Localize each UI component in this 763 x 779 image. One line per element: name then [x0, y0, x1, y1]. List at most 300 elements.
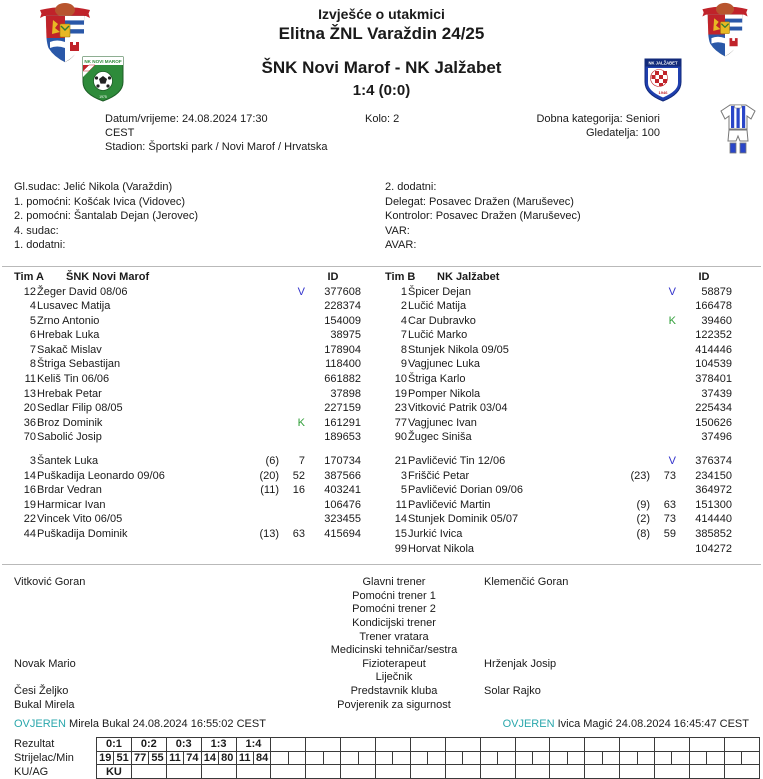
minute-cell: 84 — [253, 751, 270, 765]
player-row-starter — [385, 430, 732, 445]
player-name: Horvat Nikola — [408, 542, 475, 555]
minute-cell — [428, 751, 445, 765]
player-id: 38975 — [330, 329, 361, 342]
player-sub-ref — [245, 416, 279, 431]
team-name: ŠNK Novi Marof — [66, 270, 150, 283]
player-mark — [650, 483, 676, 498]
player-id: 415694 — [324, 528, 361, 540]
starters-subs-divider — [385, 445, 732, 454]
score-row-label: Rezultat — [14, 738, 55, 751]
player-id: 225434 — [695, 402, 732, 415]
player-id: 161291 — [324, 416, 361, 429]
staff-role-label: Pomoćni trener 2 — [352, 603, 436, 616]
player-row-substitute — [14, 483, 361, 498]
kuag-cell: KU — [97, 765, 132, 779]
player-number: 21 — [394, 455, 407, 468]
match-title: ŠNK Novi Marof - NK Jalžabet — [261, 58, 502, 77]
staff-name-team-b: Hrženjak Josip — [484, 657, 557, 670]
player-name: Zrno Antonio — [37, 314, 100, 327]
team-name: NK Jalžabet — [437, 270, 500, 283]
staff-row — [14, 631, 763, 645]
player-sub-ref — [245, 387, 279, 402]
result-cell — [724, 738, 759, 752]
substituted-player-ref: (2) — [636, 513, 650, 526]
player-id: 189653 — [324, 431, 361, 444]
result-cell: 0:2 — [131, 738, 166, 752]
result-cell: 1:3 — [201, 738, 236, 752]
substituted-player-ref — [616, 542, 650, 557]
age-category: Dobna kategorija: Seniori — [536, 113, 660, 125]
minute-cell — [532, 751, 549, 765]
player-name: Sakač Mislav — [37, 343, 102, 356]
player-name: Brdar Vedran — [37, 484, 102, 497]
player-mark — [650, 542, 676, 557]
minute-cell — [498, 751, 515, 765]
staff-row — [14, 617, 763, 631]
player-row-starter — [14, 314, 361, 329]
staff-name-team-b — [484, 631, 763, 645]
player-row-substitute — [14, 498, 361, 513]
minute-cell — [707, 751, 724, 765]
player-name: Jurkić Ivica — [408, 528, 463, 540]
player-id: 661882 — [324, 373, 361, 386]
score-timeline-table — [96, 737, 760, 779]
staff-role-label: Fizioterapeut — [362, 657, 426, 670]
result-cell — [410, 738, 445, 752]
svg-text:NK NOVI MAROF: NK NOVI MAROF — [84, 59, 122, 64]
player-name: Štriga Sebastijan — [37, 358, 121, 371]
scorer-cell — [271, 751, 288, 765]
team-label: Tim A — [14, 270, 44, 283]
player-number: 5 — [400, 484, 407, 497]
player-number: 20 — [23, 402, 36, 415]
player-id: 122352 — [695, 329, 732, 342]
substituted-player-ref — [245, 498, 279, 513]
stadium-line: Stadion: Športski park / Novi Marof / Hrvatska — [105, 141, 328, 153]
scorer-cell: 11 — [236, 751, 253, 765]
starters-subs-divider — [14, 445, 361, 454]
player-name: Car Dubravko — [408, 314, 476, 327]
attendance: Gledatelja: 100 — [586, 127, 660, 139]
player-sub-ref — [245, 357, 279, 372]
player-mark — [650, 401, 676, 416]
player-id: 378401 — [695, 373, 732, 386]
staff-role-label: Pomoćni trener 1 — [352, 589, 436, 602]
player-name: Pavličević Tin 12/06 — [408, 455, 506, 468]
player-number: 99 — [394, 542, 407, 555]
staff-name-team-a: Novak Mario — [14, 657, 76, 670]
player-row-starter — [385, 357, 732, 372]
result-cell — [689, 738, 724, 752]
player-id: 170734 — [324, 455, 361, 468]
minute-cell — [602, 751, 619, 765]
player-row-starter — [385, 343, 732, 358]
player-number: 11 — [395, 498, 407, 511]
result-row — [97, 738, 760, 752]
score-row-labels — [14, 737, 96, 779]
minute-cell — [393, 751, 410, 765]
report-header — [0, 0, 763, 110]
player-sub-ref — [245, 372, 279, 387]
player-id: 228374 — [324, 300, 361, 313]
substituted-player-ref — [616, 454, 650, 469]
team-label: Tim B — [385, 270, 416, 283]
scorer-cell — [341, 751, 358, 765]
player-mark — [279, 357, 305, 372]
player-row-starter — [385, 285, 732, 300]
player-number: 6 — [29, 329, 36, 342]
player-id: 403241 — [324, 484, 361, 497]
result-cell — [341, 738, 376, 752]
certification-row — [14, 717, 749, 731]
player-number: 12 — [23, 285, 36, 298]
player-number: 10 — [394, 373, 407, 386]
staff-row — [14, 644, 763, 658]
player-mark — [279, 372, 305, 387]
player-row-starter — [385, 387, 732, 402]
player-row-substitute — [14, 527, 361, 542]
scorer-cell — [306, 751, 323, 765]
minute-cell: 51 — [114, 751, 131, 765]
player-name: Hrebak Luka — [37, 329, 100, 342]
player-mark — [279, 430, 305, 445]
player-row-starter — [385, 416, 732, 431]
staff-role-label: Medicinski tehničar/sestra — [330, 644, 458, 657]
certified-by-right: Ivica Magić 24.08.2024 16:45:47 CEST — [557, 718, 749, 731]
player-row-starter — [385, 401, 732, 416]
player-number: 14 — [23, 469, 36, 482]
staff-name-team-b — [484, 644, 763, 658]
player-name: Lučić Matija — [408, 300, 467, 313]
player-row-starter — [14, 285, 361, 300]
separator-top — [2, 266, 761, 267]
player-id: 58879 — [701, 285, 732, 298]
player-name: Harmicar Ivan — [37, 498, 106, 511]
player-name: Pavličević Martin — [408, 498, 491, 511]
staff-role-label: Trener vratara — [359, 630, 429, 643]
scorer-min-row — [97, 751, 760, 765]
staff-name-team-a — [14, 671, 304, 685]
result-cell — [480, 738, 515, 752]
player-id: 37496 — [701, 431, 732, 444]
player-sub-ref — [616, 430, 650, 445]
player-mark — [279, 299, 305, 314]
player-name: Štriga Karlo — [408, 373, 466, 386]
player-number: 8 — [400, 343, 407, 356]
player-row-starter — [385, 328, 732, 343]
player-mark: 59 — [663, 528, 676, 540]
player-id: 414440 — [695, 513, 732, 526]
staff-row — [14, 671, 763, 685]
id-column-header: ID — [698, 270, 710, 283]
player-id: 323455 — [324, 513, 361, 526]
player-id: 37898 — [330, 387, 361, 400]
player-id: 376374 — [695, 455, 732, 468]
player-id: 377608 — [324, 285, 361, 298]
player-mark: K — [297, 416, 305, 429]
staff-name-team-b: Solar Rajko — [484, 684, 541, 697]
county-crest-left-icon — [34, 2, 96, 64]
official-line: Kontrolor: Posavec Dražen (Maruševec) — [385, 210, 581, 222]
player-name: Vitković Patrik 03/04 — [408, 402, 508, 415]
player-row-starter — [385, 314, 732, 329]
player-name: Lučić Marko — [408, 329, 468, 342]
player-row-substitute — [385, 483, 732, 498]
player-id: 234150 — [695, 469, 732, 482]
player-name: Stunjek Dominik 05/07 — [408, 513, 519, 526]
player-sub-ref — [245, 328, 279, 343]
player-sub-ref — [245, 314, 279, 329]
player-row-starter — [14, 299, 361, 314]
player-mark — [279, 512, 305, 527]
staff-name-team-a — [14, 644, 304, 658]
team-b-roster — [371, 270, 742, 557]
player-number: 70 — [23, 431, 36, 444]
player-number: 19 — [394, 387, 407, 400]
player-sub-ref — [245, 343, 279, 358]
league-title: Elitna ŽNL Varaždin 24/25 — [278, 24, 485, 43]
player-mark — [279, 343, 305, 358]
player-mark — [650, 372, 676, 387]
result-cell — [515, 738, 550, 752]
player-id: 387566 — [324, 469, 361, 482]
scorer-cell — [724, 751, 741, 765]
player-id: 150626 — [695, 416, 732, 429]
player-id: 414446 — [695, 343, 732, 356]
officials-section — [14, 180, 763, 253]
player-name: Puškadija Leonardo 09/06 — [37, 469, 165, 482]
player-number: 11 — [24, 373, 36, 386]
certified-status-left: OVJEREN — [14, 718, 66, 731]
player-mark: K — [668, 314, 676, 327]
staff-row — [14, 658, 763, 672]
substituted-player-ref: (11) — [260, 484, 279, 497]
substituted-player-ref: (23) — [630, 469, 650, 482]
player-row-starter — [14, 430, 361, 445]
player-row-starter — [385, 372, 732, 387]
player-row-starter — [14, 357, 361, 372]
substituted-player-ref: (9) — [636, 498, 650, 511]
scorer-cell: 14 — [201, 751, 218, 765]
player-sub-ref — [245, 299, 279, 314]
player-number: 19 — [23, 498, 36, 511]
player-mark — [650, 387, 676, 402]
player-mark: V — [668, 455, 676, 468]
player-sub-ref — [245, 285, 279, 300]
player-mark: 63 — [292, 528, 305, 540]
player-row-substitute — [385, 469, 732, 484]
player-number: 4 — [400, 314, 407, 327]
staff-name-team-a — [14, 617, 304, 631]
officials-right-column — [385, 180, 755, 253]
staff-row — [14, 603, 763, 617]
scorer-cell — [550, 751, 567, 765]
scorer-cell — [410, 751, 427, 765]
player-sub-ref — [616, 314, 650, 329]
scorer-cell — [376, 751, 393, 765]
minute-cell — [288, 751, 305, 765]
official-line: 2. dodatni: — [385, 181, 437, 193]
player-id: 37439 — [701, 387, 732, 400]
staff-row — [14, 576, 763, 590]
player-number: 22 — [23, 513, 36, 526]
substituted-player-ref: (13) — [259, 528, 279, 540]
player-id: 178904 — [324, 343, 361, 356]
player-name: Žugec Siniša — [408, 431, 472, 444]
player-mark — [650, 299, 676, 314]
player-row-starter — [14, 328, 361, 343]
player-mark — [650, 357, 676, 372]
score-timeline-section — [14, 737, 763, 779]
player-id: 104272 — [695, 542, 732, 555]
player-sub-ref — [616, 416, 650, 431]
rosters-section — [0, 270, 763, 557]
player-mark: 52 — [292, 469, 305, 482]
player-name: Keliš Tin 06/06 — [37, 373, 110, 386]
staff-name-team-a: Vitković Goran — [14, 576, 86, 589]
player-sub-ref — [616, 357, 650, 372]
player-mark — [279, 498, 305, 513]
minute-cell — [358, 751, 375, 765]
player-sub-ref — [245, 430, 279, 445]
minute-cell — [637, 751, 654, 765]
player-mark — [650, 416, 676, 431]
staff-row — [14, 699, 763, 713]
player-row-substitute — [385, 512, 732, 527]
player-row-starter — [14, 401, 361, 416]
player-number: 5 — [29, 314, 36, 327]
player-row-substitute — [385, 454, 732, 469]
staff-name-team-a: Bukal Mirela — [14, 698, 75, 711]
player-name: Puškadija Dominik — [37, 528, 128, 540]
official-line: Delegat: Posavec Dražen (Maruševec) — [385, 195, 574, 208]
official-line: VAR: — [385, 224, 410, 237]
player-sub-ref — [616, 299, 650, 314]
club-b-logo-icon — [644, 58, 682, 102]
player-row-starter — [14, 387, 361, 402]
round-label: Kolo: 2 — [365, 113, 400, 125]
official-line: Gl.sudac: Jelić Nikola (Varaždin) — [14, 181, 173, 193]
scorer-cell — [689, 751, 706, 765]
player-mark: V — [668, 285, 676, 298]
player-mark: 73 — [663, 513, 676, 526]
player-sub-ref — [616, 285, 650, 300]
team-header — [385, 270, 732, 285]
certification-left — [14, 717, 266, 731]
player-number: 3 — [400, 469, 407, 482]
substituted-player-ref — [616, 483, 650, 498]
player-sub-ref — [616, 328, 650, 343]
datetime-line2: CEST — [105, 127, 135, 139]
category-attendance — [485, 112, 660, 154]
official-line: 2. pomoćni: Šantalab Dejan (Jerovec) — [14, 210, 199, 222]
certified-status-right: OVJEREN — [502, 718, 555, 731]
svg-text:1946: 1946 — [658, 90, 668, 95]
player-number: 23 — [394, 402, 407, 415]
player-name: Vagjunec Luka — [408, 358, 480, 371]
staff-row — [14, 590, 763, 604]
result-cell — [620, 738, 655, 752]
staff-role-label: Kondicijski trener — [352, 616, 436, 629]
staff-name-team-b — [484, 699, 763, 713]
player-row-substitute — [385, 527, 732, 542]
staff-name-team-b — [484, 603, 763, 617]
player-name: Pomper Nikola — [408, 387, 481, 400]
score-row-label: Strijelac/Min — [14, 752, 74, 765]
player-number: 2 — [400, 300, 407, 313]
official-line: 4. sudac: — [14, 224, 59, 237]
player-name: Šantek Luka — [37, 455, 99, 468]
player-number: 90 — [394, 431, 407, 444]
player-number: 1 — [400, 285, 407, 298]
player-name: Lusavec Matija — [37, 300, 111, 313]
team-kit-icon — [717, 103, 759, 155]
player-name: Friščić Petar — [408, 469, 470, 482]
score-row-label: KU/AG — [14, 766, 49, 779]
svg-text:1975: 1975 — [99, 95, 107, 99]
player-mark — [279, 328, 305, 343]
player-row-substitute — [14, 469, 361, 484]
staff-name-team-b — [484, 617, 763, 631]
player-row-starter — [14, 372, 361, 387]
player-number: 14 — [394, 513, 407, 526]
scorer-cell: 77 — [131, 751, 148, 765]
staff-name-team-a: Česi Željko — [14, 684, 69, 697]
player-sub-ref — [616, 401, 650, 416]
player-number: 15 — [394, 528, 407, 540]
player-mark — [650, 430, 676, 445]
player-row-starter — [385, 299, 732, 314]
player-name: Žeger David 08/06 — [37, 285, 128, 298]
staff-name-team-b: Klemenčić Goran — [484, 576, 569, 589]
player-id: 364972 — [695, 484, 732, 497]
scorer-cell — [515, 751, 532, 765]
player-name: Hrebak Petar — [37, 387, 102, 400]
minute-cell: 74 — [184, 751, 201, 765]
staff-role-label: Predstavnik kluba — [350, 684, 438, 697]
player-sub-ref — [616, 372, 650, 387]
staff-row — [14, 685, 763, 699]
player-mark — [650, 343, 676, 358]
official-line: 1. pomoćni: Košćak Ivica (Vidovec) — [14, 195, 185, 208]
player-number: 77 — [394, 416, 407, 429]
result-cell — [655, 738, 690, 752]
datetime-line1: Datum/vrijeme: 24.08.2024 17:30 — [105, 113, 268, 125]
match-score: 1:4 (0:0) — [352, 82, 411, 99]
result-cell — [306, 738, 341, 752]
player-mark: 16 — [292, 484, 305, 497]
player-name: Sabolić Josip — [37, 431, 102, 444]
player-row-substitute — [14, 512, 361, 527]
minute-cell — [742, 751, 760, 765]
player-id: 39460 — [701, 314, 732, 327]
match-info-datetime-stadium — [105, 112, 365, 154]
player-number: 4 — [29, 300, 36, 313]
certified-by-left: Mirela Bukal 24.08.2024 16:55:02 CEST — [69, 718, 266, 731]
staff-role-label: Glavni trener — [362, 576, 426, 589]
minute-cell — [567, 751, 584, 765]
staff-role-label: Liječnik — [375, 671, 413, 684]
staff-name-team-a — [14, 590, 304, 604]
scorer-cell: 19 — [97, 751, 114, 765]
substituted-player-ref: (20) — [259, 469, 279, 482]
player-name: Špicer Dejan — [408, 285, 471, 298]
player-row-substitute — [385, 498, 732, 513]
player-number: 7 — [29, 343, 36, 356]
scorer-cell — [480, 751, 497, 765]
substituted-player-ref: (8) — [636, 528, 650, 540]
officials-left-column — [14, 180, 385, 253]
